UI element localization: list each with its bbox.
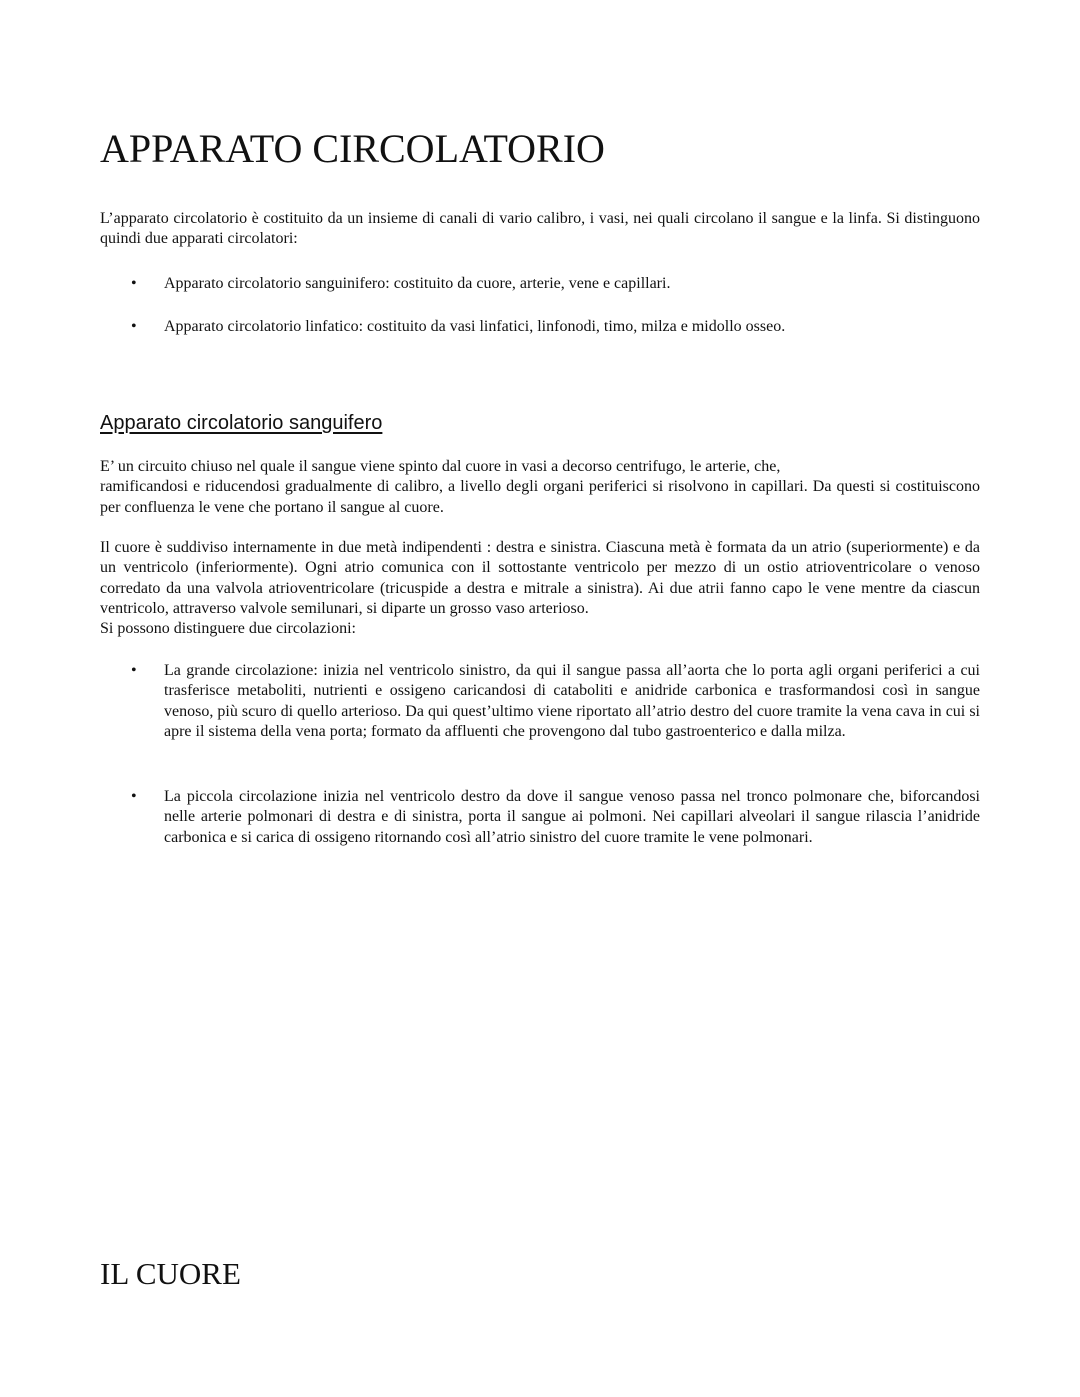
section-paragraph-2 xyxy=(100,538,980,639)
list-item-text: Apparato circolatorio linfatico: costituito da vasi linfatici, linfonodi, timo, milza e midollo osseo. xyxy=(164,318,786,335)
intro-paragraph: L’apparato circolatorio è costituito da un insieme di canali di vario calibro, i vasi, nei quali circolano il sangue e la linfa. Si distinguono quindi due apparati circolatori: xyxy=(100,210,980,248)
bullet-icon: • xyxy=(131,275,137,292)
list-item-text: Apparato circolatorio sanguinifero: costituito da cuore, arterie, vene e capillari. xyxy=(164,275,671,292)
page-title: APPARATO CIRCOLATORIO xyxy=(100,126,605,171)
paragraph-text: Il cuore è suddiviso internamente in due metà indipendenti : destra e sinistra. Ciascuna metà è formata da un atrio (superiormente) e da un ventricolo (inferiormente). Ogni atrio comunica con il sottostante ventricolo per mezzo di un ostio atrioventricolare o venoso corredato da una valvola atrioventricolare (tricuspide a destra e mitrale a sinistra). Ai due atrii fanno capo le vene mentre da ciascun ventricolo, attraverso valvole semilunari, si diparte un grosso vaso arterioso. xyxy=(100,539,980,617)
paragraph-line: E’ un circuito chiuso nel quale il sangue viene spinto dal cuore in vasi a decorso centrifugo, le arterie, che, xyxy=(100,458,781,475)
list-item-text: La piccola circolazione inizia nel ventricolo destro da dove il sangue venoso passa nel tronco polmonare che, biforcandosi nelle arterie polmonari di destra e di sinistra, porta il sangue ai polmoni. Nei capillari alveolari il sangue rilascia l’anidride carbonica e si carica di ossigeno ritornando così all’atrio sinistro del cuore tramite le vene polmonari. xyxy=(164,788,980,846)
list-item xyxy=(131,317,980,337)
bullet-icon: • xyxy=(131,788,137,805)
list-item xyxy=(131,787,980,848)
section-title-il-cuore: IL CUORE xyxy=(100,1256,241,1291)
list-item-text: La grande circolazione: inizia nel ventricolo sinistro, da qui il sangue passa all’aorta che lo porta agli organi periferici a cui trasferisce metaboliti, nutrienti e ossigeno caricandosi di cataboliti e anidride carbonica e trasformandosi così in sangue venoso, più scuro di quello arterioso. Da qui quest’ultimo viene riportato all’atrio destro del cuore tramite la vena cava in cui si apre il sistema della vena porta; formato da affluenti che provengono dal tubo gastroenterico e dalla milza. xyxy=(164,662,980,740)
list-item xyxy=(131,274,980,294)
paragraph-line: Si possono distinguere due circolazioni: xyxy=(100,620,356,638)
paragraph-text: ramificandosi e riducendosi gradualmente di calibro, a livello degli organi periferici si risolvono in capillari. Da questi si costituiscono per confluenza le vene che portano il sangue al cuore. xyxy=(100,478,980,516)
section-paragraph-1 xyxy=(100,457,980,518)
bullet-icon: • xyxy=(131,662,137,679)
section-heading: Apparato circolatorio sanguifero xyxy=(100,412,383,434)
list-item xyxy=(131,661,980,742)
bullet-icon: • xyxy=(131,318,137,335)
